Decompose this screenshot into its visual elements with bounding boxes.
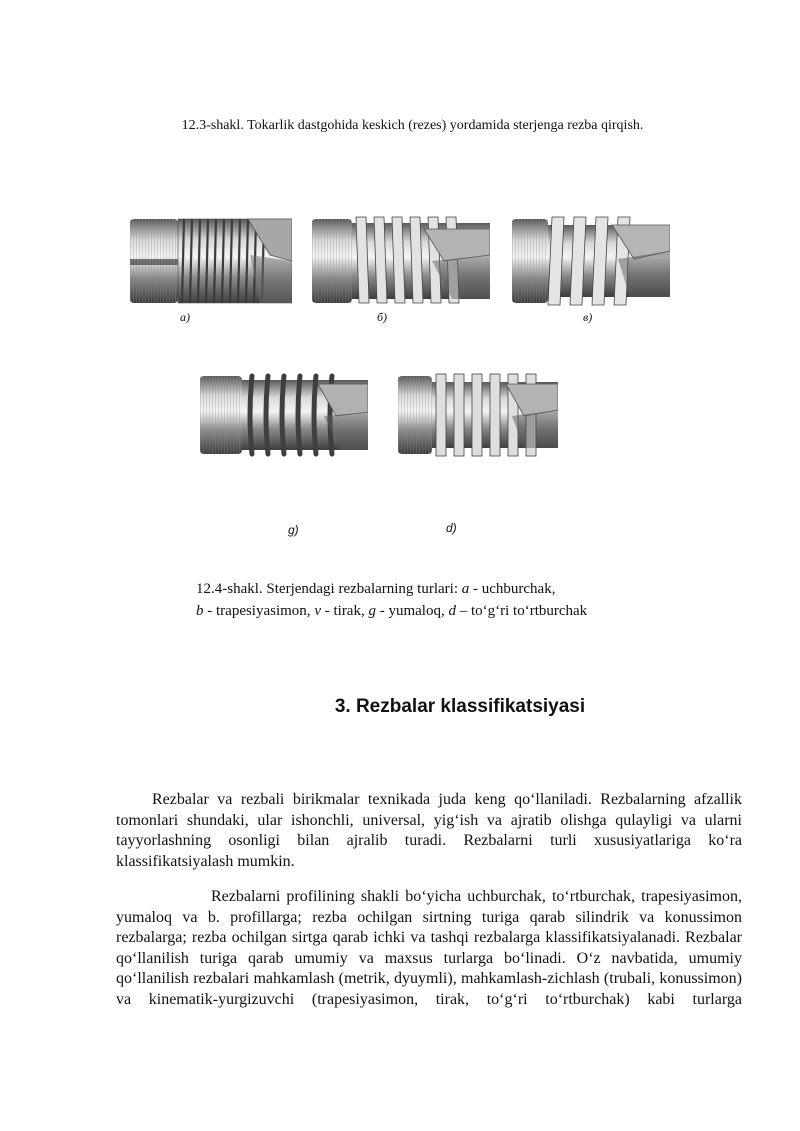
label-d: d) <box>446 521 457 535</box>
thread-triangular-image <box>130 215 292 307</box>
section-heading: 3. Rezbalar klassifikatsiyasi <box>334 696 586 717</box>
thread-buttress-image <box>512 215 670 307</box>
thread-round-image <box>200 372 368 458</box>
paragraph-1: Rezbalar va rezbali birikmalar texnikada juda keng qo‘llaniladi. Rezbalarning afzallik tomonlari shundaki, ular ishonchli, universal, yig‘ish va ajratib olishga qulayligi va ularni tayyorlashning osonligi bilan ajralib turadi. Rezbalarni turli xususiyatlariga ko‘ra klassifikatsiyalash mumkin. <box>116 791 742 870</box>
caption-line-1: 12.4-shakl. Sterjendagi rezbalarning turlari: a - uchburchak, <box>196 581 556 597</box>
figure-12-3-caption: 12.3-shakl. Tokarlik dastgohida keskich (rezes) yordamida sterjenga rezba qirqish. <box>181 118 644 133</box>
paragraph-2: Rezbalarni profilining shakli bo‘yicha uchburchak, to‘rtburchak, trapesiyasimon, yumaloq va b. profillarga; rezba ochilgan sirtning turiga qarab silindrik va konussimon rezbalarga; rezba ochilgan sirtga qarab ichki va tashqi rezbalarga klassifikatsiyalanadi. Rezbalar qo‘llanilish turiga qarab umumiy va maxsus turlarga bo‘linadi. O‘z navbatida, umumiy qo‘llanilish rezbalari mahkamlash (metrik, dyuymli), mahkamlash-zichlash (trubali, konussimon) va kinematik-yurgizuvchi (trapesiyasimon, tirak, to‘g‘ri to‘rtburchak) kabi turlarga <box>116 888 742 1008</box>
caption-line-2: b - trapesiyasimon, v - tirak, g - yumaloq, d – to‘g‘ri to‘rtburchak <box>196 603 588 619</box>
label-b: б) <box>377 310 388 324</box>
thread-trapezoidal-image <box>312 215 490 307</box>
label-g: g) <box>288 523 299 537</box>
label-v: в) <box>583 310 593 324</box>
thread-rectangular-image <box>398 372 558 458</box>
label-a: a) <box>180 310 190 324</box>
figure-12-4-caption <box>196 578 587 622</box>
